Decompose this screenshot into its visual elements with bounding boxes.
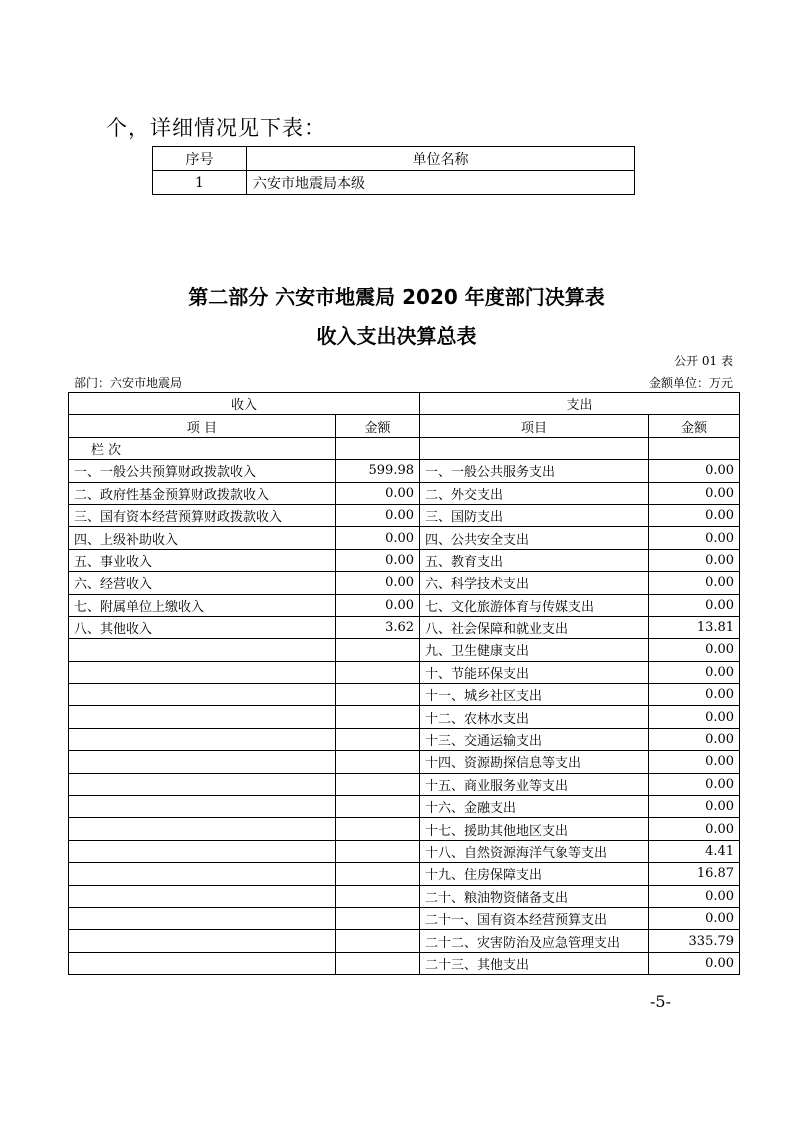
empty-cell <box>69 751 336 773</box>
table-row <box>69 751 740 773</box>
empty-cell <box>336 728 420 750</box>
empty-cell <box>336 796 420 818</box>
table-row <box>153 171 635 195</box>
empty-cell <box>336 437 420 459</box>
section-header-row <box>69 393 740 415</box>
amount-unit-label: 金额单位：万元 <box>648 376 733 390</box>
empty-cell <box>69 840 336 862</box>
income-item-header: 项 目 <box>69 415 336 437</box>
department-label: 部门：六安市地震局 <box>74 376 183 390</box>
income-item-cell: 六、经营收入 <box>69 572 336 594</box>
empty-cell <box>69 885 336 907</box>
expense-item-cell: 十三、交通运输支出 <box>420 728 649 750</box>
serial-cell: 1 <box>153 171 247 195</box>
lanci-row <box>69 437 740 459</box>
expense-amount-cell: 0.00 <box>649 549 740 571</box>
income-amount-cell: 0.00 <box>336 504 420 526</box>
table-row <box>69 930 740 952</box>
expense-amount-cell: 0.00 <box>649 907 740 929</box>
table-row <box>69 818 740 840</box>
expense-amount-header: 金额 <box>649 415 740 437</box>
income-amount-cell: 0.00 <box>336 527 420 549</box>
expense-item-cell: 二、外交支出 <box>420 482 649 504</box>
empty-cell <box>69 863 336 885</box>
table-row <box>69 840 740 862</box>
table-row <box>69 863 740 885</box>
table-row <box>69 504 740 526</box>
empty-cell <box>69 661 336 683</box>
table-row <box>69 639 740 661</box>
expense-item-cell: 二十二、灾害防治及应急管理支出 <box>420 930 649 952</box>
expense-item-cell: 一、一般公共服务支出 <box>420 460 649 482</box>
intro-text: 个，详细情况见下表： <box>106 116 326 140</box>
table-row <box>69 661 740 683</box>
expense-amount-cell: 16.87 <box>649 863 740 885</box>
expense-amount-cell: 0.00 <box>649 460 740 482</box>
expense-amount-cell: 0.00 <box>649 572 740 594</box>
empty-cell <box>336 661 420 683</box>
table-row <box>69 684 740 706</box>
expense-item-cell: 十四、资源勘探信息等支出 <box>420 751 649 773</box>
expense-amount-cell: 0.00 <box>649 796 740 818</box>
table-body <box>69 460 740 975</box>
table-row <box>69 594 740 616</box>
income-amount-cell: 0.00 <box>336 594 420 616</box>
income-item-cell: 八、其他收入 <box>69 616 336 638</box>
income-amount-header: 金额 <box>336 415 420 437</box>
empty-cell <box>336 751 420 773</box>
expense-item-cell: 九、卫生健康支出 <box>420 639 649 661</box>
expense-item-cell: 十二、农林水支出 <box>420 706 649 728</box>
column-header-row <box>69 415 740 437</box>
empty-cell <box>336 840 420 862</box>
expense-amount-cell: 0.00 <box>649 773 740 795</box>
expense-amount-cell: 4.41 <box>649 840 740 862</box>
empty-cell <box>420 437 649 459</box>
income-amount-cell: 3.62 <box>336 616 420 638</box>
empty-cell <box>69 930 336 952</box>
empty-cell <box>336 885 420 907</box>
expense-item-cell: 十九、住房保障支出 <box>420 863 649 885</box>
expense-amount-cell: 0.00 <box>649 952 740 974</box>
table-row <box>69 728 740 750</box>
expense-amount-cell: 0.00 <box>649 728 740 750</box>
table-number: 公开 01 表 <box>674 354 733 368</box>
expense-item-cell: 七、文化旅游体育与传媒支出 <box>420 594 649 616</box>
table-row <box>69 796 740 818</box>
expense-item-cell: 三、国防支出 <box>420 504 649 526</box>
expense-item-cell: 十五、商业服务业等支出 <box>420 773 649 795</box>
expense-amount-cell: 0.00 <box>649 594 740 616</box>
income-item-cell: 四、上级补助收入 <box>69 527 336 549</box>
expense-item-cell: 十六、金融支出 <box>420 796 649 818</box>
income-header: 收入 <box>69 393 420 415</box>
expense-item-cell: 二十、粮油物资储备支出 <box>420 885 649 907</box>
income-amount-cell: 0.00 <box>336 482 420 504</box>
income-amount-cell: 0.00 <box>336 572 420 594</box>
empty-cell <box>336 773 420 795</box>
expense-amount-cell: 0.00 <box>649 639 740 661</box>
empty-cell <box>69 952 336 974</box>
empty-cell <box>69 639 336 661</box>
expense-amount-cell: 0.00 <box>649 706 740 728</box>
empty-cell <box>336 863 420 885</box>
empty-cell <box>69 907 336 929</box>
expense-item-cell: 十一、城乡社区支出 <box>420 684 649 706</box>
empty-cell <box>336 907 420 929</box>
report-subtitle: 收入支出决算总表 <box>316 324 477 348</box>
income-amount-cell: 599.98 <box>336 460 420 482</box>
empty-cell <box>336 684 420 706</box>
income-item-cell: 七、附属单位上缴收入 <box>69 594 336 616</box>
expense-amount-cell: 0.00 <box>649 482 740 504</box>
income-item-cell: 五、事业收入 <box>69 549 336 571</box>
page-number: -5- <box>650 992 671 1011</box>
income-amount-cell: 0.00 <box>336 549 420 571</box>
income-item-cell: 一、一般公共预算财政拨款收入 <box>69 460 336 482</box>
unit-table <box>152 146 635 195</box>
expense-item-cell: 八、社会保障和就业支出 <box>420 616 649 638</box>
expense-amount-cell: 0.00 <box>649 661 740 683</box>
expense-header: 支出 <box>420 393 740 415</box>
table-row <box>69 885 740 907</box>
expense-amount-cell: 0.00 <box>649 504 740 526</box>
empty-cell <box>69 773 336 795</box>
expense-item-cell: 十、节能环保支出 <box>420 661 649 683</box>
expense-amount-cell: 0.00 <box>649 527 740 549</box>
table-row <box>69 907 740 929</box>
table-row <box>69 773 740 795</box>
empty-cell <box>69 684 336 706</box>
income-item-cell: 三、国有资本经营预算财政拨款收入 <box>69 504 336 526</box>
header-serial: 序号 <box>153 147 247 171</box>
empty-cell <box>69 706 336 728</box>
expense-item-cell: 二十一、国有资本经营预算支出 <box>420 907 649 929</box>
expense-item-cell: 五、教育支出 <box>420 549 649 571</box>
empty-cell <box>69 728 336 750</box>
unit-table-header <box>153 147 635 171</box>
table-row <box>69 527 740 549</box>
table-row <box>69 482 740 504</box>
table-row <box>69 549 740 571</box>
income-item-cell: 二、政府性基金预算财政拨款收入 <box>69 482 336 504</box>
expense-amount-cell: 335.79 <box>649 930 740 952</box>
table-row <box>69 616 740 638</box>
empty-cell <box>336 639 420 661</box>
expense-amount-cell: 0.00 <box>649 684 740 706</box>
empty-cell <box>336 818 420 840</box>
empty-cell <box>69 796 336 818</box>
expense-amount-cell: 0.00 <box>649 818 740 840</box>
table-row <box>69 572 740 594</box>
report-title: 第二部分 六安市地震局 2020 年度部门决算表 <box>188 285 605 309</box>
expense-item-cell: 十八、自然资源海洋气象等支出 <box>420 840 649 862</box>
empty-cell <box>336 952 420 974</box>
income-expense-table <box>68 392 740 975</box>
expense-item-cell: 十七、援助其他地区支出 <box>420 818 649 840</box>
empty-cell <box>649 437 740 459</box>
table-row <box>69 460 740 482</box>
expense-amount-cell: 0.00 <box>649 885 740 907</box>
expense-item-header: 项目 <box>420 415 649 437</box>
expense-item-cell: 六、科学技术支出 <box>420 572 649 594</box>
table-row <box>69 952 740 974</box>
expense-amount-cell: 13.81 <box>649 616 740 638</box>
header-unit-name: 单位名称 <box>247 147 635 171</box>
table-row <box>69 706 740 728</box>
unit-name-cell: 六安市地震局本级 <box>247 171 635 195</box>
lanci-label: 栏 次 <box>69 437 336 459</box>
expense-item-cell: 二十三、其他支出 <box>420 952 649 974</box>
expense-amount-cell: 0.00 <box>649 751 740 773</box>
empty-cell <box>69 818 336 840</box>
empty-cell <box>336 706 420 728</box>
empty-cell <box>336 930 420 952</box>
expense-item-cell: 四、公共安全支出 <box>420 527 649 549</box>
